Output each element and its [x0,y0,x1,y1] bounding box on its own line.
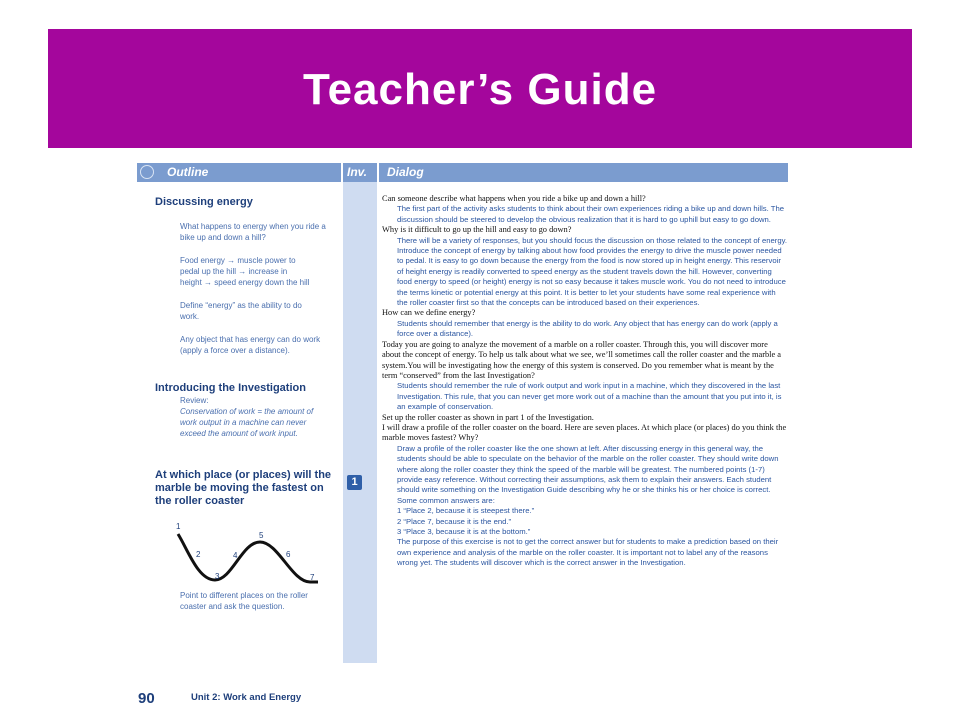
answer-item: 1 “Place 2, because it is steepest there.” [397,506,535,516]
coaster-label: 2 [196,550,201,559]
coaster-label: 3 [215,572,220,581]
dialog-question: I will draw a profile of the roller coaster on the board. Here are seven places. At which place (or places) do you think the marble moves fastest? Why? [382,422,787,443]
outline-item: Conservation of work = the amount of work output in a machine can never exceed the amount of work input. [180,407,314,438]
review-label: Review: [180,396,209,405]
dialog-question: Today you are going to analyze the movement of a marble on a roller coaster. Through this, you will discover more about the concept of energy. To help us talk about what we see, we’ll sometimes call the roller coaster and the marble a system.You will be investigating how the energy of this system is conserved. Do you remember what is meant by the term “conserved” from the last Investigation? [382,339,782,380]
coaster-label: 6 [286,550,291,559]
slide-title: Teacher’s Guide [302,65,658,114]
inv-header-label: Inv. [347,165,368,179]
answer-item: 3 “Place 3, because it is at the bottom.” [397,527,531,536]
dialog-answer: The first part of the activity asks students to think about their own experiences riding a bike up and down hills. The discussion should be steered to develop the obvious realization that it is hard to go uphill but easy to go down. [397,204,785,224]
dialog-column [382,194,788,569]
inv-header [343,163,377,182]
coaster-label: 7 [310,573,315,582]
coaster-label: 1 [176,522,181,531]
outline-item: Food energy → muscle power to pedal up the hill → increase in height → speed energy down the hill [180,256,310,287]
dialog-answer: The purpose of this exercise is not to get the correct answer but for students to make a prediction based on their own experience and analysis of the marble on the roller coaster. It is important not to label any of the reasons wrong yet. The students will discover which is the correct answer in the Investigation. [397,537,779,568]
investigation-badge: 1 [347,475,362,490]
dialog-answer: Students should remember the rule of work output and work input in a machine, which they discovered in the last Investigation. This rule, that you can never get more work out of a machine than the amount that you put into it, is an example of conservation. [397,381,782,412]
roller-coaster-profile [170,520,330,590]
dialog-answer: There will be a variety of responses, but you should focus the discussion on those related to the concept of energy. [397,235,788,245]
answer-item: 2 “Place 7, because it is the end.” [397,516,512,526]
outline-header-label: Outline [167,165,209,179]
outline-item: Point to different places on the roller coaster and ask the question. [180,591,308,611]
outline-item: What happens to energy when you ride a bike up and down a hill? [180,222,326,242]
unit-label: Unit 2: Work and Energy [191,692,302,703]
dialog-question: How can we define energy? [382,308,476,318]
investigation-column [343,182,377,663]
dialog-answer: Students should remember that energy is the ability to do work. Any object that has energy can do work (apply a force over a distance). [397,318,778,339]
dialog-answer: Draw a profile of the roller coaster like the one shown at left. After discussing energy in this general way, the students should be able to speculate on the behavior of the marble on the roller coaster. They should write down where along the roller coaster they think the speed of the marble will be greatest. The numbered points (1-7) provide easy reference. Without correcting their assumptions, ask them to explain their answers. Each student should write something on the Investigation Guide describing why he or she thinks his or her choice is correct. Some common answers are: [397,443,779,505]
dialog-question: Can someone describe what happens when you ride a bike up and down a hill? [382,194,646,203]
dialog-question: Set up the roller coaster as shown in part 1 of the Investigation. [382,412,594,422]
page-number: 90 [138,690,155,707]
coaster-label: 5 [259,531,264,540]
dialog-answer: Introduce the concept of energy by talking about how food provides the energy to drive the muscle power needed to pedal. It is easy to go down because the energy from the food is now stored up in height energy. This reservoir of height energy is readily converted to speed energy as the student travels down the hill. However, converting food energy to speed (or height) energy is not so easy because it takes muscle work. You do not need to introduce the terms kinetic or potential energy at this point. It is better to let your students have some real experience with the roller coaster first so that the concepts can be introduced based on their experiences. [397,246,786,308]
globe-icon [140,165,154,179]
outline-heading: At which place (or places) will the marble be moving the fastest on the roller coaster [155,469,332,507]
coaster-label: 4 [233,551,238,560]
outline-column [155,190,340,508]
outline-heading: Introducing the Investigation [155,382,306,394]
outline-heading: Discussing energy [155,196,253,208]
dialog-header-label: Dialog [387,165,424,179]
outline-item: Any object that has energy can do work (apply a force over a distance). [180,335,321,355]
dialog-header [379,163,788,182]
dialog-question: Why is it difficult to go up the hill and easy to go down? [382,225,572,235]
outline-header [137,163,341,182]
outline-item: Define “energy” as the ability to do work. [180,301,302,321]
